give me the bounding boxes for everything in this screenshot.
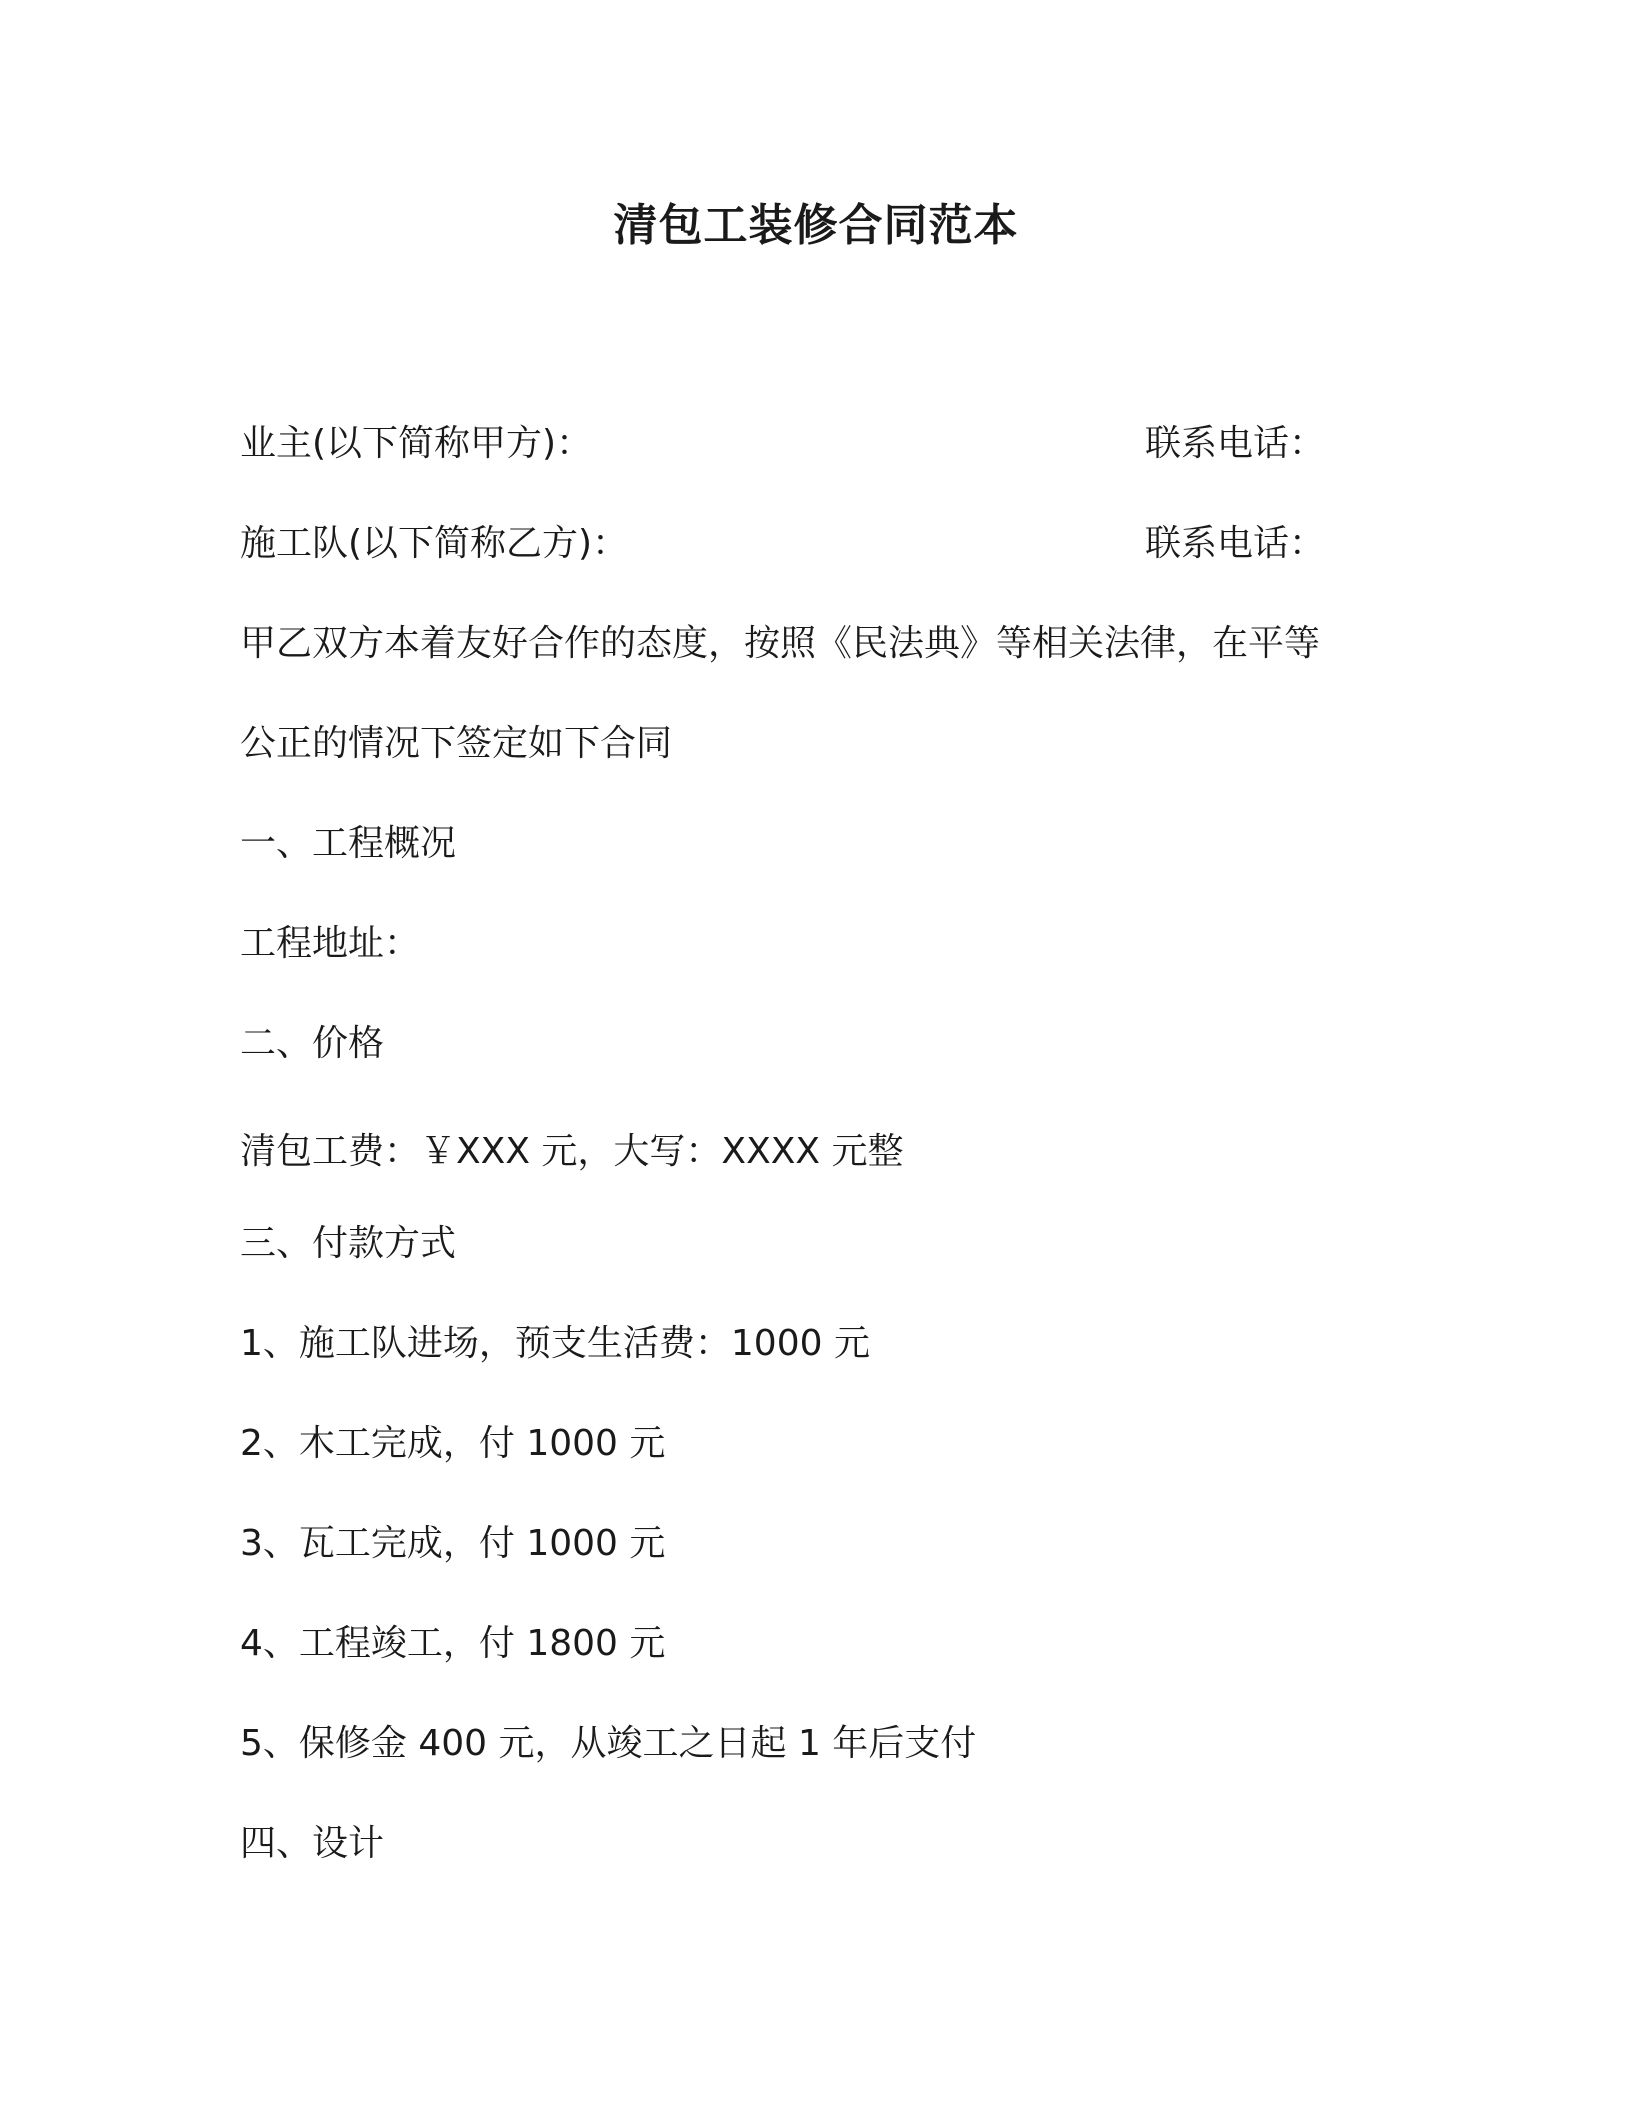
owner-phone-label: 联系电话：	[1145, 423, 1326, 464]
section-heading-project: 一、工程概况	[240, 823, 457, 864]
section-heading-price: 二、价格	[240, 1023, 385, 1064]
payment-item-3: 3、瓦工完成，付 1000 元	[240, 1523, 666, 1564]
document-title: 清包工装修合同范本	[613, 200, 1019, 251]
section-heading-payment: 三、付款方式	[240, 1223, 457, 1264]
contractor-phone-label: 联系电话：	[1145, 523, 1326, 564]
intro-paragraph-line-1: 甲乙双方本着友好合作的态度，按照《民法典》等相关法律，在平等	[240, 623, 1321, 664]
contractor-label: 施工队(以下简称乙方)：	[240, 523, 629, 564]
payment-item-2: 2、木工完成，付 1000 元	[240, 1423, 666, 1464]
intro-paragraph-line-2: 公正的情况下签定如下合同	[240, 723, 673, 764]
price-line: 清包工费：￥XXX 元，大写：XXXX 元整	[240, 1131, 904, 1172]
project-address-label: 工程地址：	[240, 923, 421, 964]
payment-item-5: 5、保修金 400 元，从竣工之日起 1 年后支付	[240, 1723, 977, 1764]
payment-item-4: 4、工程竣工，付 1800 元	[240, 1623, 666, 1664]
payment-item-1: 1、施工队进场，预支生活费：1000 元	[240, 1323, 870, 1364]
owner-label: 业主(以下简称甲方)：	[240, 423, 593, 464]
section-heading-design: 四、设计	[240, 1823, 385, 1864]
